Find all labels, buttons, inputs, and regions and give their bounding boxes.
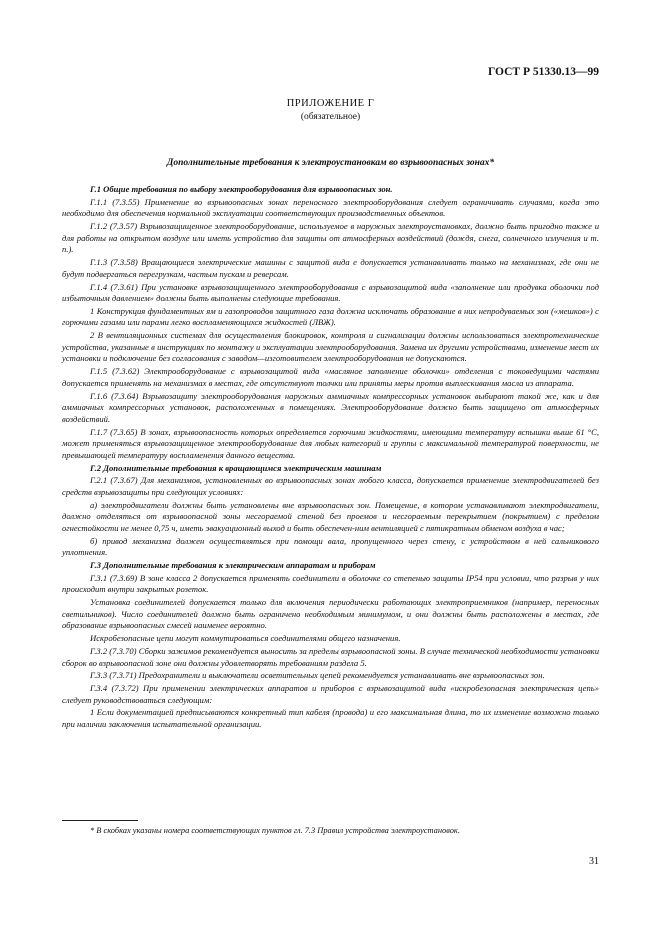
footnote: * В скобках указаны номера соответствующих пунктов гл. 7.3 Правил устройства электроустановок. [90,826,460,835]
appendix-title: ПРИЛОЖЕНИЕ Г [286,98,375,109]
paragraph: Г.1.5 (7.3.62) Электрооборудование с взрывозащитой вида «масляное заполнение оболочки» отделения с токоведущими частями допускается применять на механизмах в местах, где отсутствуют толчки или приняты меры против выплескивания масла из аппарата. [62,366,599,388]
paragraph: Г.1.1 (7.3.55) Применение во взрывоопасных зонах переносного электрооборудования следует ограничивать случаями, когда это необходимо для обеспечения нормальной эксплуатации соответствующих производственных объектов. [62,196,599,219]
paragraph: 1 Если документацией предписываются конкретный тип кабеля (провода) и его максимальная длина, то их изменение возможно только при наличии заключения испытательной организации. [62,707,599,730]
paragraph: Г.3.4 (7.3.72) При применении электрических аппаратов и приборов с взрывозащитой вида «искробезопасная электрическая цепь» следует руководствоваться следующим: [62,683,599,705]
paragraph: 2 В вентиляционных системах для осуществления блокировок, контроля и сигнализации должны использоваться электротехнические устройства, указанные в инструкциях по монтажу и эксплуатации электрооборудования. Замена их другими устройствами, изменение мест их установки и подключение без согласования с заводом—изготовителем электрооборудования не допускаются. [62,330,599,364]
footnote-divider [62,820,138,821]
paragraph: б) привод механизма должен осуществляться при помощи вала, пропущенного через стену, с устройством в ней сальникового уплотнения. [62,535,599,558]
paragraph: Искробезопасные цепи могут коммутироваться соединителями общего назначения. [90,633,401,644]
main-title: Дополнительные требования к электроустановкам во взрывоопасных зонах* [166,158,495,168]
page-number: 31 [589,856,599,867]
section-heading: Г.2 Дополнительные требования к вращающимся электрическим машинам [90,462,382,473]
paragraph: Г.1.4 (7.3.61) При установке взрывозащищенного электрооборудования с взрывозащитой вида «заполнение или продувка оболочки под избыточным давлением» должны быть выполнены следующие требования. [62,281,599,304]
paragraph: Г.2.1 (7.3.67) Для механизмов, установленных во взрывоопасных зонах любого класса, допускается применение электродвигателей без средств взрывозащиты при следующих условиях: [62,475,599,497]
standard-header: ГОСТ Р 51330.13—99 [488,66,599,78]
paragraph: Г.1.7 (7.3.65) В зонах, взрывоопасность которых определяется горючими жидкостями, имеющими температуру вспышки выше 61 °С, может применяться взрывозащищенное электрооборудование для любых категорий и группы с максимальной температурой поверхности, не превышающей температуру воспламенения данного вещества. [62,426,599,460]
paragraph: Г.1.3 (7.3.58) Вращающиеся электрические машины с защитой вида е допускается устанавливать только на механизмах, где они не будут подвергаться перегрузкам, частым пускам и реверсам. [62,257,599,279]
body-text [62,184,599,732]
paragraph: 1 Конструкция фундаментных ям и газопроводов защитного газа должна исключать образование в них непродуваемых зон («мешков») с горючими газами или парами легко воспламеняющихся жидкостей (ЛВЖ). [62,305,599,328]
section-heading: Г.1 Общие требования по выбору электрооборудования для взрывоопасных зон. [90,184,393,194]
appendix-subtitle: (обязательное) [300,112,361,122]
paragraph: Г.1.2 (7.3.57) Взрывозащищенное электрооборудование, используемое в наружных электроустановках, должно быть пригодно также и для работы на открытом воздухе или иметь устройство для защиты от атмосферных воздействий (дождя, снега, солнечного излучения и т. п.). [62,221,599,255]
paragraph: Г.3.2 (7.3.70) Сборки зажимов рекомендуется выносить за пределы взрывоопасной зоны. В случае технической необходимости установки сборок во взрывоопасной зоне они должны удовлетворять требованиям раздела 5. [62,645,599,668]
paragraph: Г.1.6 (7.3.64) Взрывозащиту электрооборудования наружных аммиачных компрессорных установок выбирают такой же, как и для аммиачных компрессорных установок, расположенных в помещениях. Электрооборудование должно быть защищено от атмосферных воздействий. [62,390,599,424]
section-heading: Г.3 Дополнительные требования к электрическим аппаратам и приборам [90,560,376,571]
paragraph: Г.3.1 (7.3.69) В зоне класса 2 допускается применять соединители в оболочке со степенью защиты IP54 при условии, что разрыв у них происходит внутри закрытых розеток. [62,572,599,595]
paragraph: Установка соединителей допускается только для включения периодически работающих электроприемников (например, переносных светильников). Число соединителей должно быть ограничено необходимым минимумом, и они должны быть расположены в местах, где образование взрывоопасных смесей наименее вероятно. [62,597,599,631]
paragraph: Г.3.3 (7.3.71) Предохранители и выключатели осветительных цепей рекомендуется устанавливать вне взрывоопасных зон. [90,670,545,681]
paragraph: а) электродвигатели должны быть установлены вне взрывоопасных зон. Помещение, в котором устанавливают электродвигатели, должно отделяться от взрывоопасной зоны несгораемой стеной без проемов и несгораемым перекрытием (покрытием) с пределом огнестойкости не менее 0,75 ч, иметь эвакуационный выход и быть обеспечен-ним вентиляцией с пятикратным обменом воздуха в час; [62,499,599,533]
